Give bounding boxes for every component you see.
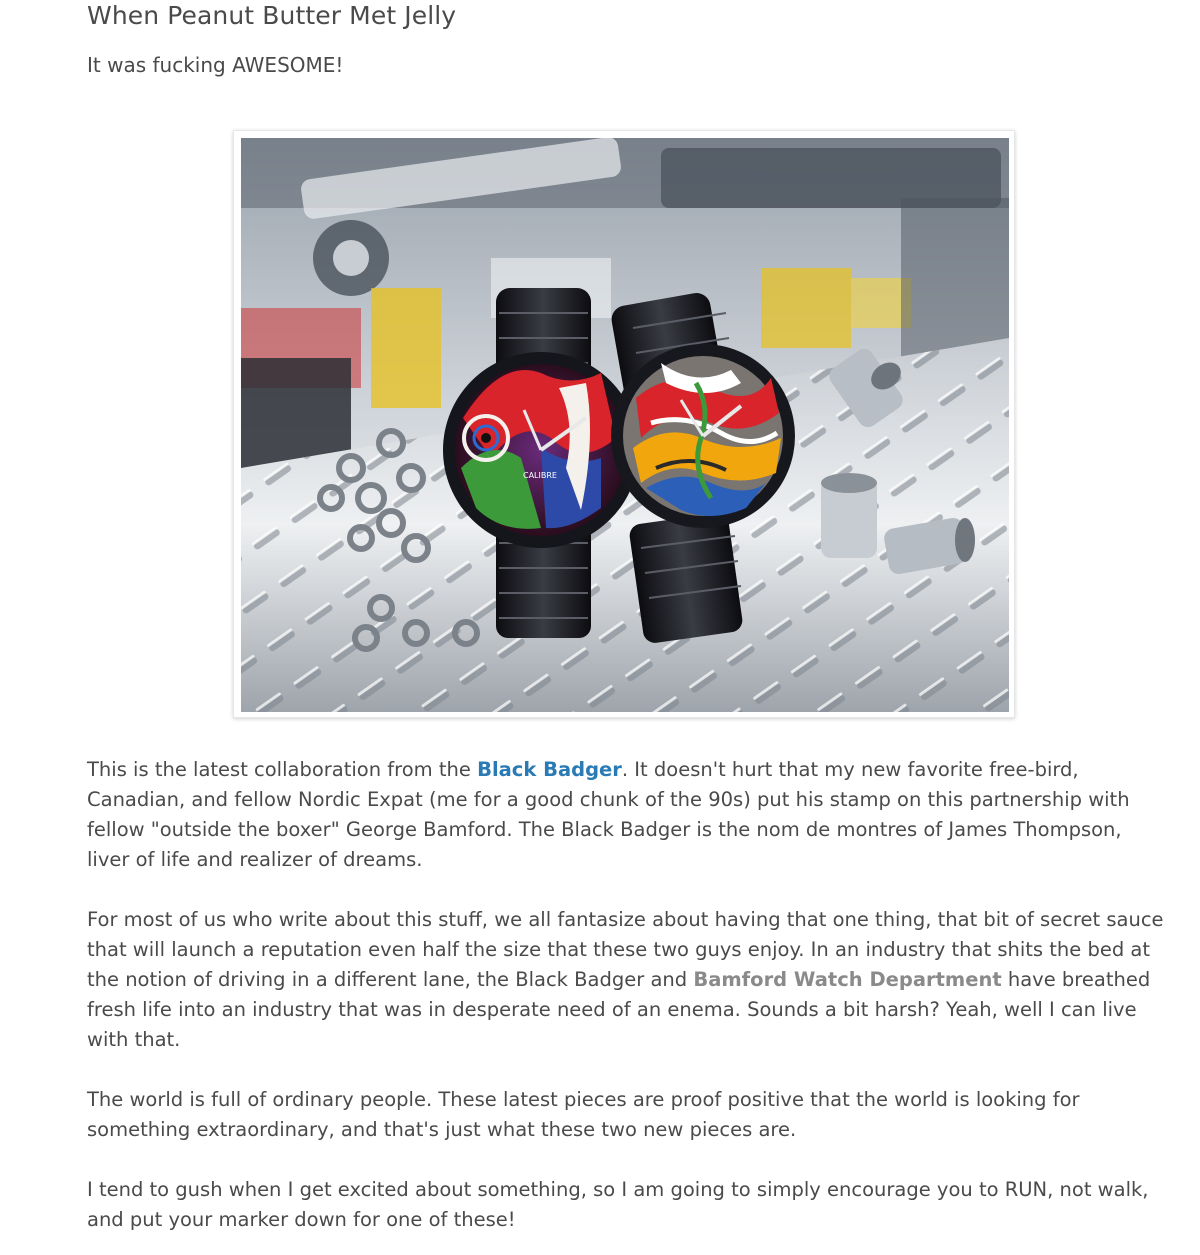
photo-frame — [233, 130, 1015, 718]
paragraph-2-text-b: have breathed fresh life into an industry that was in desperate need of an enema. Sounds a bit harsh? Yeah, well I can live with that. — [87, 968, 1151, 1051]
paragraph-2 — [87, 905, 1167, 1055]
bamford-watch-department-link[interactable]: Bamford Watch Department — [693, 968, 1002, 991]
paragraph-1 — [87, 755, 1167, 875]
paragraph-1-text-a: This is the latest collaboration from the — [87, 758, 478, 781]
paragraph-3: The world is full of ordinary people. These latest pieces are proof positive that the world is looking for something extraordinary, and that's just what these two new pieces are. — [87, 1088, 1080, 1141]
post-subtitle: It was fucking AWESOME! — [87, 53, 344, 77]
article-body — [87, 755, 1167, 1255]
watches-photo — [241, 138, 1009, 712]
dial-label: CALIBRE — [523, 471, 557, 480]
paragraph-4: I tend to gush when I get excited about something, so I am going to simply encourage you to RUN, not walk, and put your marker down for one of these! — [87, 1178, 1149, 1231]
black-badger-link[interactable]: Black Badger — [477, 758, 622, 781]
paragraph-2-text-a: For most of us who write about this stuff, we all fantasize about having that one thing, that bit of secret sauce that will launch a reputation even half the size that these two guys enjoy. In an industry that shits the bed at the notion of driving in a different lane, the Black Badger and — [87, 908, 1164, 991]
post-title: When Peanut Butter Met Jelly — [87, 1, 457, 30]
paragraph-1-text-b: . It doesn't hurt that my new favorite free-bird, Canadian, and fellow Nordic Expat (me for a good chunk of the 90s) put his stamp on this partnership with fellow "outside the boxer" George Bamford. The Black Badger is the nom de montres of James Thompson, liver of life and realizer of dreams. — [87, 758, 1130, 871]
